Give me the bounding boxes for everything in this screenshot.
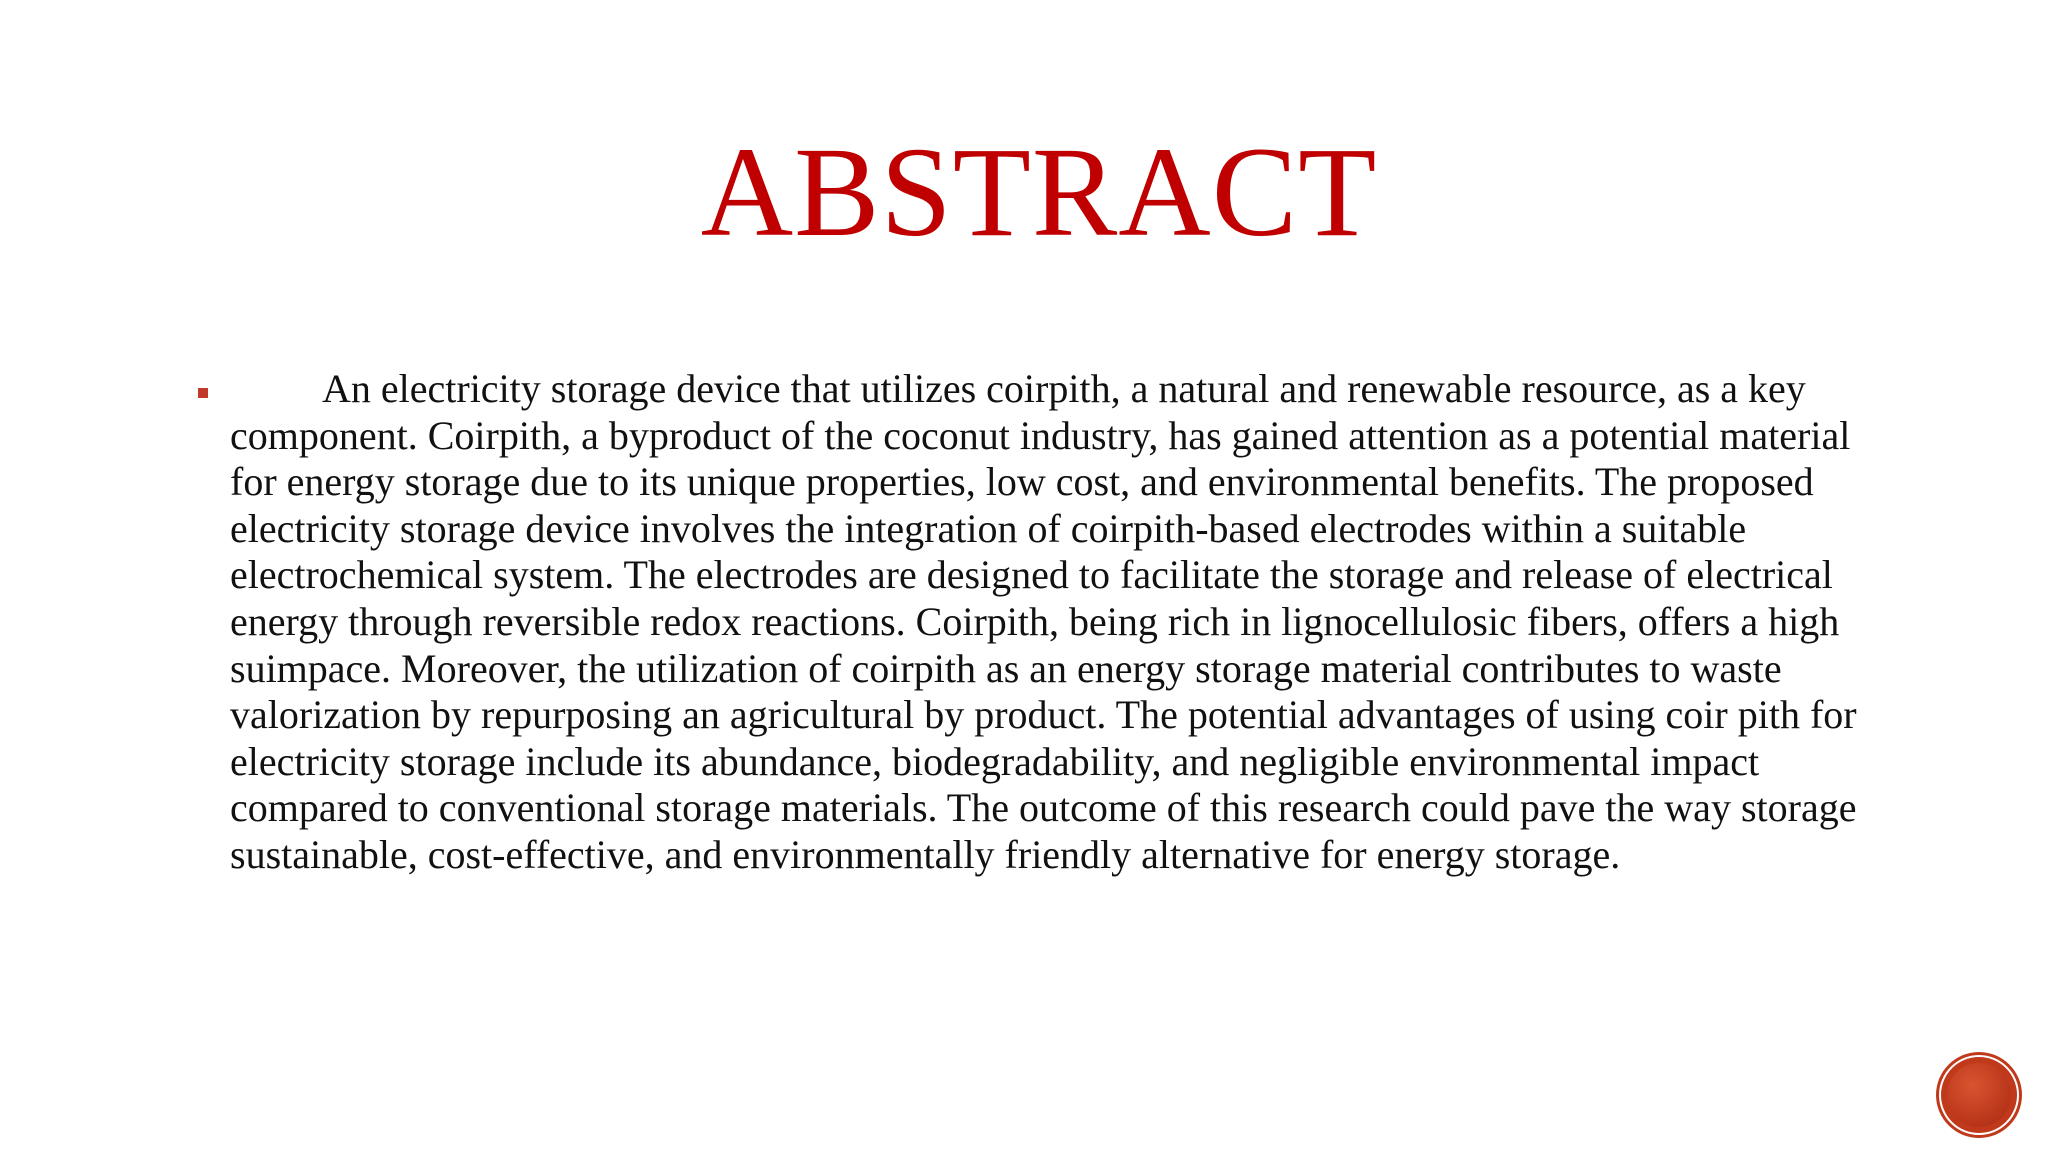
- abstract-text: An electricity storage device that utilizes coirpith, a natural and renewable resource, as a key component. Coirpith, a byproduct of the coconut industry, has gained attention as a potential material for energy storage due to its unique properties, low cost, and environmental benefits. The proposed electricity storage device involves the integration of coirpith-based electrodes within a suitable electrochemical system. The electrodes are designed to facilitate the storage and release of electrical energy through reversible redox reactions. Coirpith, being rich in lignocellulosic fibers, offers a high suimpace. Moreover, the utilization of coirpith as an energy storage material contributes to waste valorization by repurposing an agricultural by product. The potential advantages of using coir pith for electricity storage include its abundance, biodegradability, and negligible environmental impact compared to conventional storage materials. The outcome of this research could pave the way storage sustainable, cost-effective, and environmentally friendly alternative for energy storage.: [230, 366, 1857, 877]
- square-bullet-icon: [198, 388, 208, 398]
- nav-button-face: [1947, 1063, 2011, 1127]
- slide-title: ABSTRACT: [700, 121, 1378, 263]
- circle-nav-button[interactable]: [1941, 1057, 2017, 1133]
